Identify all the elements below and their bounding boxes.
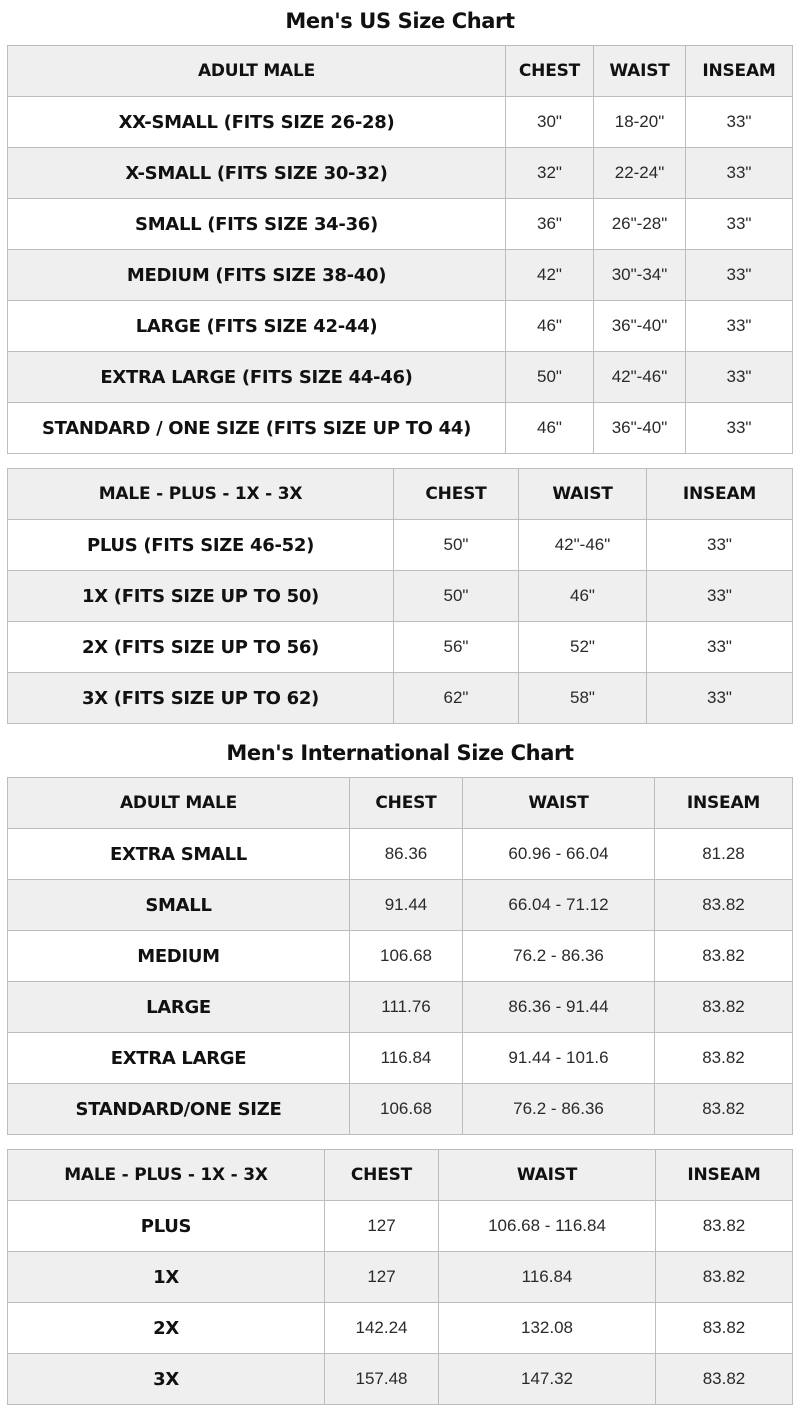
size-label-cell: 2X [8, 1303, 325, 1354]
table-row [8, 403, 793, 454]
table-row [8, 199, 793, 250]
size-label-cell: 3X (FITS SIZE UP TO 62) [8, 673, 394, 724]
waist-cell: 132.08 [439, 1303, 656, 1354]
size-label-cell: X-SMALL (FITS SIZE 30-32) [8, 148, 506, 199]
column-header-inseam: INSEAM [655, 778, 793, 829]
chest-cell: 50" [394, 571, 519, 622]
inseam-cell: 33" [686, 403, 793, 454]
size-label-cell: SMALL (FITS SIZE 34-36) [8, 199, 506, 250]
inseam-cell: 33" [647, 673, 793, 724]
inseam-cell: 83.82 [656, 1354, 793, 1405]
chest-cell: 30" [506, 97, 594, 148]
size-label-cell: EXTRA LARGE [8, 1033, 350, 1084]
table-row [8, 250, 793, 301]
inseam-cell: 83.82 [656, 1303, 793, 1354]
column-header-chest: CHEST [325, 1150, 439, 1201]
chest-cell: 46" [506, 403, 594, 454]
column-header-inseam: INSEAM [647, 469, 793, 520]
chest-cell: 142.24 [325, 1303, 439, 1354]
us-size-chart-title: Men's US Size Chart [285, 9, 515, 33]
inseam-cell: 83.82 [655, 1084, 793, 1135]
waist-cell: 91.44 - 101.6 [463, 1033, 655, 1084]
inseam-cell: 33" [686, 352, 793, 403]
table-row [8, 1303, 793, 1354]
table-row [8, 673, 793, 724]
waist-cell: 86.36 - 91.44 [463, 982, 655, 1033]
column-header-waist: WAIST [594, 46, 686, 97]
inseam-cell: 83.82 [655, 1033, 793, 1084]
waist-cell: 36"-40" [594, 403, 686, 454]
waist-cell: 42"-46" [519, 520, 647, 571]
waist-cell: 42"-46" [594, 352, 686, 403]
table-row [8, 148, 793, 199]
chest-cell: 46" [506, 301, 594, 352]
waist-cell: 106.68 - 116.84 [439, 1201, 656, 1252]
column-header-chest: CHEST [394, 469, 519, 520]
waist-cell: 147.32 [439, 1354, 656, 1405]
table-header-row [8, 469, 793, 520]
waist-cell: 76.2 - 86.36 [463, 1084, 655, 1135]
size-label-cell: MEDIUM (FITS SIZE 38-40) [8, 250, 506, 301]
chest-cell: 127 [325, 1252, 439, 1303]
waist-cell: 76.2 - 86.36 [463, 931, 655, 982]
inseam-cell: 83.82 [655, 931, 793, 982]
inseam-cell: 83.82 [655, 880, 793, 931]
column-header-adult-male: ADULT MALE [8, 46, 506, 97]
international-adult-size-table [7, 777, 793, 1135]
chest-cell: 127 [325, 1201, 439, 1252]
waist-cell: 60.96 - 66.04 [463, 829, 655, 880]
column-header-waist: WAIST [519, 469, 647, 520]
column-header-inseam: INSEAM [656, 1150, 793, 1201]
table-row [8, 571, 793, 622]
chest-cell: 106.68 [350, 1084, 463, 1135]
chest-cell: 42" [506, 250, 594, 301]
inseam-cell: 81.28 [655, 829, 793, 880]
table-row [8, 520, 793, 571]
chest-cell: 32" [506, 148, 594, 199]
waist-cell: 30"-34" [594, 250, 686, 301]
chest-cell: 86.36 [350, 829, 463, 880]
chest-cell: 62" [394, 673, 519, 724]
chest-cell: 91.44 [350, 880, 463, 931]
chest-cell: 111.76 [350, 982, 463, 1033]
inseam-cell: 33" [686, 301, 793, 352]
inseam-cell: 33" [686, 250, 793, 301]
table-row [8, 982, 793, 1033]
inseam-cell: 33" [647, 520, 793, 571]
table-row [8, 829, 793, 880]
inseam-cell: 83.82 [656, 1201, 793, 1252]
table-header-row [8, 1150, 793, 1201]
column-header-inseam: INSEAM [686, 46, 793, 97]
waist-cell: 52" [519, 622, 647, 673]
column-header-waist: WAIST [439, 1150, 656, 1201]
waist-cell: 46" [519, 571, 647, 622]
inseam-cell: 33" [647, 622, 793, 673]
size-label-cell: 2X (FITS SIZE UP TO 56) [8, 622, 394, 673]
inseam-cell: 83.82 [656, 1252, 793, 1303]
size-label-cell: PLUS (FITS SIZE 46-52) [8, 520, 394, 571]
size-label-cell: STANDARD/ONE SIZE [8, 1084, 350, 1135]
inseam-cell: 83.82 [655, 982, 793, 1033]
table-row [8, 301, 793, 352]
table-row [8, 1033, 793, 1084]
us-adult-size-table [7, 45, 793, 454]
inseam-cell: 33" [686, 199, 793, 250]
chest-cell: 50" [394, 520, 519, 571]
waist-cell: 58" [519, 673, 647, 724]
size-label-cell: SMALL [8, 880, 350, 931]
column-header-chest: CHEST [506, 46, 594, 97]
table-header-row [8, 778, 793, 829]
size-label-cell: LARGE (FITS SIZE 42-44) [8, 301, 506, 352]
size-label-cell: 1X (FITS SIZE UP TO 50) [8, 571, 394, 622]
waist-cell: 22-24" [594, 148, 686, 199]
column-header-adult-male: ADULT MALE [8, 778, 350, 829]
inseam-cell: 33" [686, 148, 793, 199]
chest-cell: 157.48 [325, 1354, 439, 1405]
us-plus-size-table [7, 468, 793, 724]
inseam-cell: 33" [647, 571, 793, 622]
table-row [8, 1354, 793, 1405]
chest-cell: 50" [506, 352, 594, 403]
column-header-chest: CHEST [350, 778, 463, 829]
size-label-cell: STANDARD / ONE SIZE (FITS SIZE UP TO 44) [8, 403, 506, 454]
waist-cell: 116.84 [439, 1252, 656, 1303]
international-size-chart-title: Men's International Size Chart [226, 741, 574, 765]
column-header-male-plus: MALE - PLUS - 1X - 3X [8, 1150, 325, 1201]
table-row [8, 1201, 793, 1252]
size-label-cell: 3X [8, 1354, 325, 1405]
table-header-row [8, 46, 793, 97]
chest-cell: 36" [506, 199, 594, 250]
chest-cell: 106.68 [350, 931, 463, 982]
table-row [8, 1084, 793, 1135]
column-header-male-plus: MALE - PLUS - 1X - 3X [8, 469, 394, 520]
waist-cell: 18-20" [594, 97, 686, 148]
waist-cell: 26"-28" [594, 199, 686, 250]
table-row [8, 931, 793, 982]
waist-cell: 36"-40" [594, 301, 686, 352]
chest-cell: 116.84 [350, 1033, 463, 1084]
table-row [8, 1252, 793, 1303]
size-label-cell: MEDIUM [8, 931, 350, 982]
inseam-cell: 33" [686, 97, 793, 148]
column-header-waist: WAIST [463, 778, 655, 829]
table-row [8, 352, 793, 403]
size-label-cell: 1X [8, 1252, 325, 1303]
size-label-cell: LARGE [8, 982, 350, 1033]
size-label-cell: PLUS [8, 1201, 325, 1252]
international-plus-size-table [7, 1149, 793, 1405]
size-label-cell: EXTRA LARGE (FITS SIZE 44-46) [8, 352, 506, 403]
waist-cell: 66.04 - 71.12 [463, 880, 655, 931]
table-row [8, 97, 793, 148]
size-label-cell: EXTRA SMALL [8, 829, 350, 880]
table-row [8, 622, 793, 673]
chest-cell: 56" [394, 622, 519, 673]
size-label-cell: XX-SMALL (FITS SIZE 26-28) [8, 97, 506, 148]
table-row [8, 880, 793, 931]
